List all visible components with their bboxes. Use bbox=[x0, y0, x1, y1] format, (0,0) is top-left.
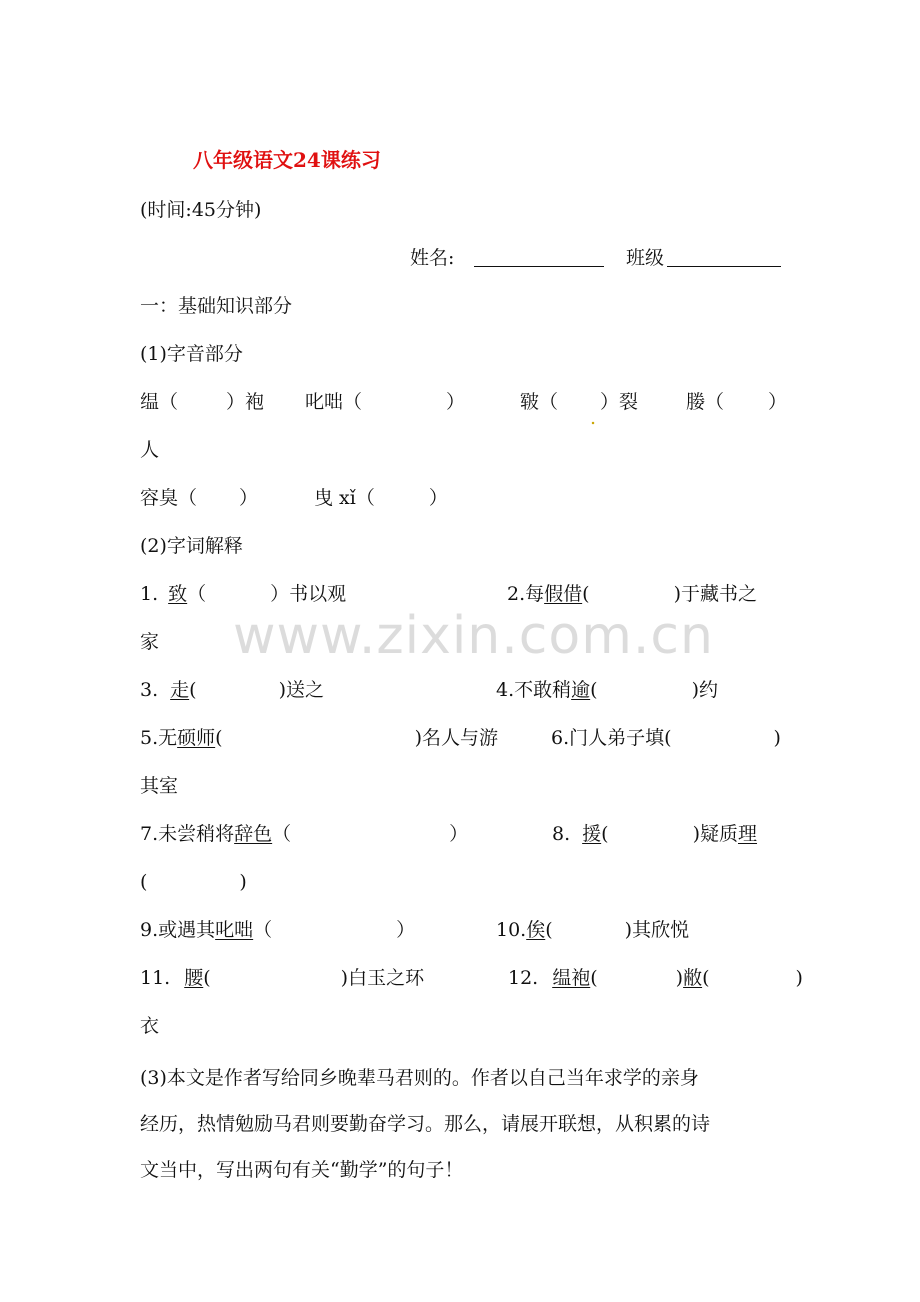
part3-line-3: 文当中，写出两句有关“勤学”的句子！ bbox=[140, 1159, 464, 1181]
pron-item-1: 缊（ ）袍 bbox=[140, 391, 265, 413]
part-heading-pronunciation: (1)字音部分 bbox=[140, 343, 243, 365]
vocab-item-5: 5.无硕师( )名人与游 bbox=[140, 727, 498, 749]
page-title: 八年级语文24课练习 bbox=[193, 148, 381, 172]
name-field[interactable] bbox=[474, 246, 604, 267]
vocab-item-8: 8. 援( )疑质理 bbox=[552, 823, 758, 845]
vocab-item-8-cont: ( ) bbox=[140, 871, 247, 893]
vocab-item-2-cont: 家 bbox=[140, 631, 160, 653]
vocab-item-12-cont: 衣 bbox=[140, 1015, 160, 1037]
vocab-item-7: 7.未尝稍将辞色（ ） bbox=[140, 823, 469, 845]
time-limit: (时间:45分钟) bbox=[140, 199, 262, 221]
vocab-item-2: 2.每假借( )于藏书之 bbox=[507, 583, 757, 605]
vocab-item-4: 4.不敢稍逾( )约 bbox=[496, 679, 718, 701]
watermark: www.zixin.com.cn bbox=[233, 606, 714, 666]
pron-item-4-cont: 人 bbox=[140, 439, 160, 461]
pron-item-5: 容臭（ ） bbox=[140, 487, 259, 509]
pron-item-4: 媵（ ） bbox=[686, 391, 788, 413]
part3-line-2: 经历，热情勉励马君则要勤奋学习。那么，请展开联想，从积累的诗 bbox=[140, 1113, 711, 1135]
vocab-item-6: 6.门人弟子填( ) bbox=[551, 727, 781, 749]
vocab-item-9: 9.或遇其叱咄（ ） bbox=[140, 919, 416, 941]
name-label: 姓名: bbox=[410, 247, 455, 269]
part3-line-1: (3)本文是作者写给同乡晚辈马君则的。作者以自己当年求学的亲身 bbox=[140, 1067, 699, 1089]
vocab-item-10: 10.俟( )其欣悦 bbox=[496, 919, 690, 941]
vocab-item-3: 3. 走( )送之 bbox=[140, 679, 324, 701]
vocab-item-12: 12. 缊袍( )敝( ) bbox=[508, 967, 803, 989]
pron-item-2: 叱咄（ ） bbox=[305, 391, 466, 413]
pron-item-3: 皲（ . ）裂 bbox=[520, 391, 639, 429]
part-heading-vocabulary: (2)字词解释 bbox=[140, 535, 243, 557]
vocab-item-1: 1. 致（ ）书以观 bbox=[140, 583, 347, 605]
pron-item-6: 曳 xǐ（ ） bbox=[314, 487, 448, 509]
class-field[interactable] bbox=[667, 246, 781, 267]
section-heading: 一：基础知识部分 bbox=[140, 295, 293, 317]
vocab-item-11: 11. 腰( )白玉之环 bbox=[140, 967, 425, 989]
class-label: 班级 bbox=[626, 247, 665, 269]
vocab-item-6-cont: 其室 bbox=[140, 775, 179, 797]
